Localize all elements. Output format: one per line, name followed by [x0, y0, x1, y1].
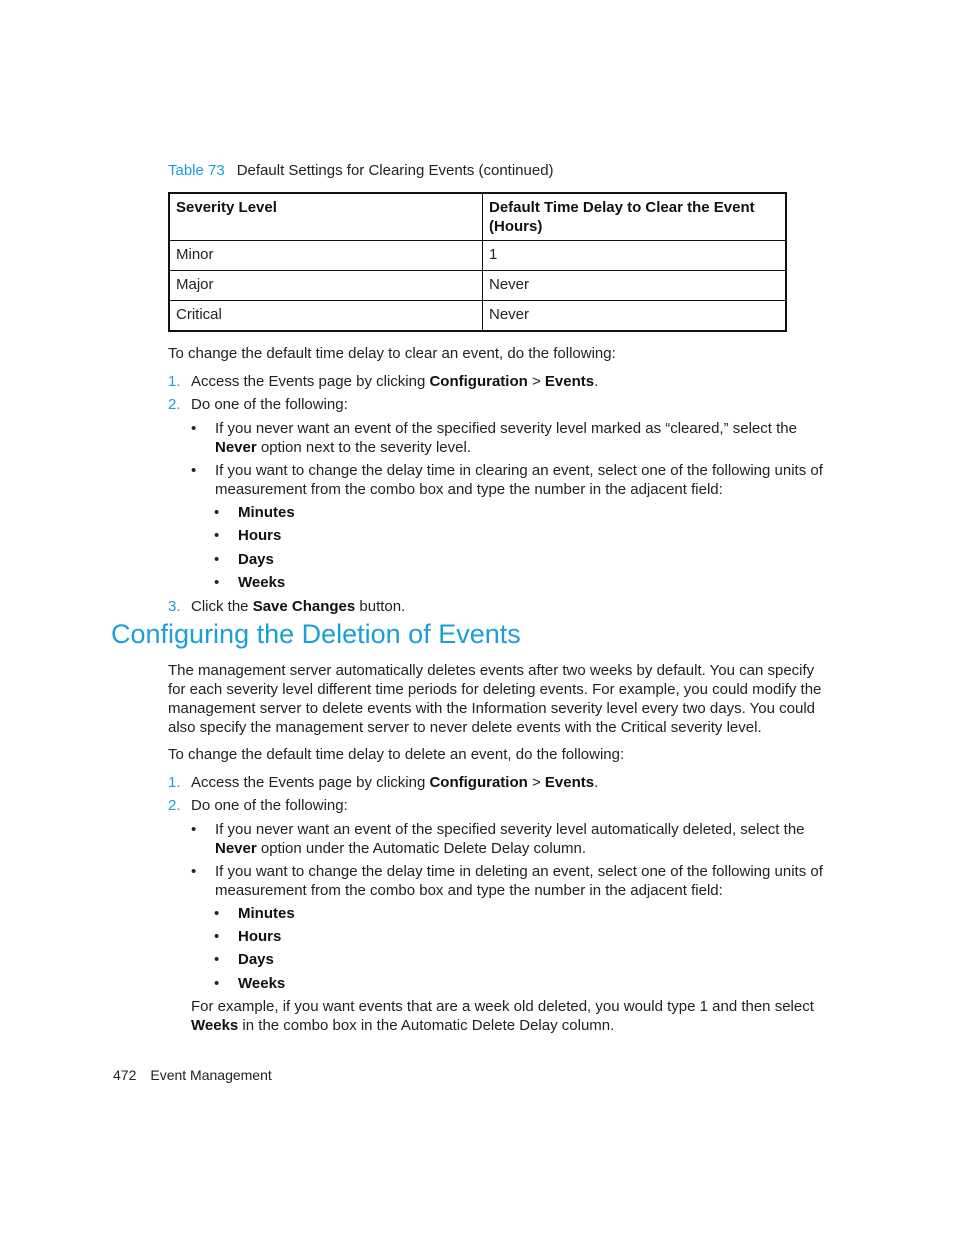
bullet-icon: •: [214, 975, 220, 992]
unit-label: Hours: [238, 928, 282, 945]
bullet-icon: •: [191, 863, 197, 880]
step-number: 2.: [168, 797, 181, 814]
unit-item: [214, 503, 295, 522]
delete-bullet-never: [191, 820, 831, 858]
save-changes-label: Save Changes: [252, 598, 356, 615]
unit-item: [214, 927, 281, 946]
unit-label: Weeks: [238, 574, 286, 591]
delete-intro: To change the default time delay to delete an event, do the following:: [168, 746, 625, 763]
step-text: Access the Events page by clicking: [191, 774, 430, 791]
bullet-icon: •: [191, 821, 197, 838]
never-option: Never: [215, 840, 257, 857]
step-text: Click the: [191, 598, 253, 615]
delete-paragraph: The management server automatically deletes events after two weeks by default. You can specify for each severity level different time periods for deleting events. For example, you could modify the management server to delete events with the Information severity level every two days. You could also specify the management server to never delete events with the Critical severity level.: [168, 662, 822, 736]
step-number: 2.: [168, 396, 181, 413]
step-separator: >: [527, 774, 545, 791]
section-heading: Configuring the Deletion of Events: [111, 619, 521, 649]
step-text: Do one of the following:: [191, 797, 348, 814]
cell-severity: Critical: [169, 301, 483, 332]
unit-label: Weeks: [238, 975, 286, 992]
delete-step-2: [168, 796, 348, 815]
clear-step-1: [168, 372, 598, 391]
clear-settings-table: [168, 192, 787, 332]
unit-item: [214, 526, 281, 545]
menu-events: Events: [544, 373, 595, 390]
page-footer: [113, 1067, 272, 1083]
bullet-text: If you never want an event of the specified severity level automatically deleted, select the: [215, 821, 805, 838]
header-severity-level: Severity Level: [169, 193, 483, 241]
step-number: 1.: [168, 774, 181, 791]
step-text-end: button.: [355, 598, 406, 615]
table-header-row: [169, 193, 786, 241]
footer-section: Event Management: [150, 1067, 272, 1083]
bullet-icon: •: [214, 574, 220, 591]
clear-intro: To change the default time delay to clear an event, do the following:: [168, 345, 616, 362]
weeks-option: Weeks: [191, 1017, 239, 1034]
bullet-text-end: option next to the severity level.: [256, 439, 471, 456]
table-row: [169, 271, 786, 301]
bullet-text: If you want to change the delay time in clearing an event, select one of the following units of measurement from the combo box and type the number in the adjacent field:: [215, 462, 823, 498]
bullet-icon: •: [214, 551, 220, 568]
table-row: [169, 241, 786, 271]
unit-label: Hours: [238, 527, 282, 544]
unit-label: Days: [238, 951, 274, 968]
unit-label: Minutes: [238, 905, 295, 922]
unit-item: [214, 904, 295, 923]
cell-delay: 1: [483, 241, 787, 271]
menu-configuration: Configuration: [429, 774, 528, 791]
bullet-icon: •: [214, 504, 220, 521]
unit-item: [214, 550, 274, 569]
unit-item: [214, 950, 274, 969]
unit-label: Days: [238, 551, 274, 568]
clear-bullet-units: [191, 461, 831, 499]
bullet-icon: •: [214, 951, 220, 968]
clear-step-2: [168, 395, 348, 414]
page-number: 472: [113, 1067, 137, 1083]
step-number: 3.: [168, 598, 181, 615]
delete-step-1: [168, 773, 598, 792]
step-separator: >: [527, 373, 545, 390]
step-text: Do one of the following:: [191, 396, 348, 413]
bullet-text-end: option under the Automatic Delete Delay column.: [256, 840, 587, 857]
unit-item: [214, 974, 285, 993]
clear-step-3: [168, 597, 405, 616]
never-option: Never: [215, 439, 257, 456]
table-label: Table 73: [168, 162, 225, 179]
step-period: .: [594, 774, 599, 791]
table-row: [169, 301, 786, 332]
unit-item: [214, 573, 285, 592]
table-caption: [168, 162, 554, 179]
bullet-icon: •: [191, 462, 197, 479]
bullet-icon: •: [214, 928, 220, 945]
step-text: Access the Events page by clicking: [191, 373, 430, 390]
cell-delay: Never: [483, 301, 787, 332]
clear-bullet-never: [191, 419, 831, 457]
delete-example: [191, 997, 831, 1035]
step-number: 1.: [168, 373, 181, 390]
unit-label: Minutes: [238, 504, 295, 521]
header-default-delay: Default Time Delay to Clear the Event (Hours): [483, 193, 787, 241]
step-period: .: [594, 373, 599, 390]
bullet-icon: •: [214, 527, 220, 544]
bullet-icon: •: [214, 905, 220, 922]
example-text-end: in the combo box in the Automatic Delete Delay column.: [238, 1017, 615, 1034]
menu-configuration: Configuration: [429, 373, 528, 390]
bullet-icon: •: [191, 420, 197, 437]
bullet-text: If you want to change the delay time in deleting an event, select one of the following units of measurement from the combo box and type the number in the adjacent field:: [215, 863, 823, 899]
bullet-text: If you never want an event of the specified severity level marked as “cleared,” select the: [215, 420, 797, 437]
table-title: Default Settings for Clearing Events (continued): [236, 162, 554, 179]
cell-delay: Never: [483, 271, 787, 301]
example-text: For example, if you want events that are a week old deleted, you would type 1 and then select: [191, 998, 814, 1015]
menu-events: Events: [544, 774, 595, 791]
delete-bullet-units: [191, 862, 831, 900]
cell-severity: Major: [169, 271, 483, 301]
cell-severity: Minor: [169, 241, 483, 271]
